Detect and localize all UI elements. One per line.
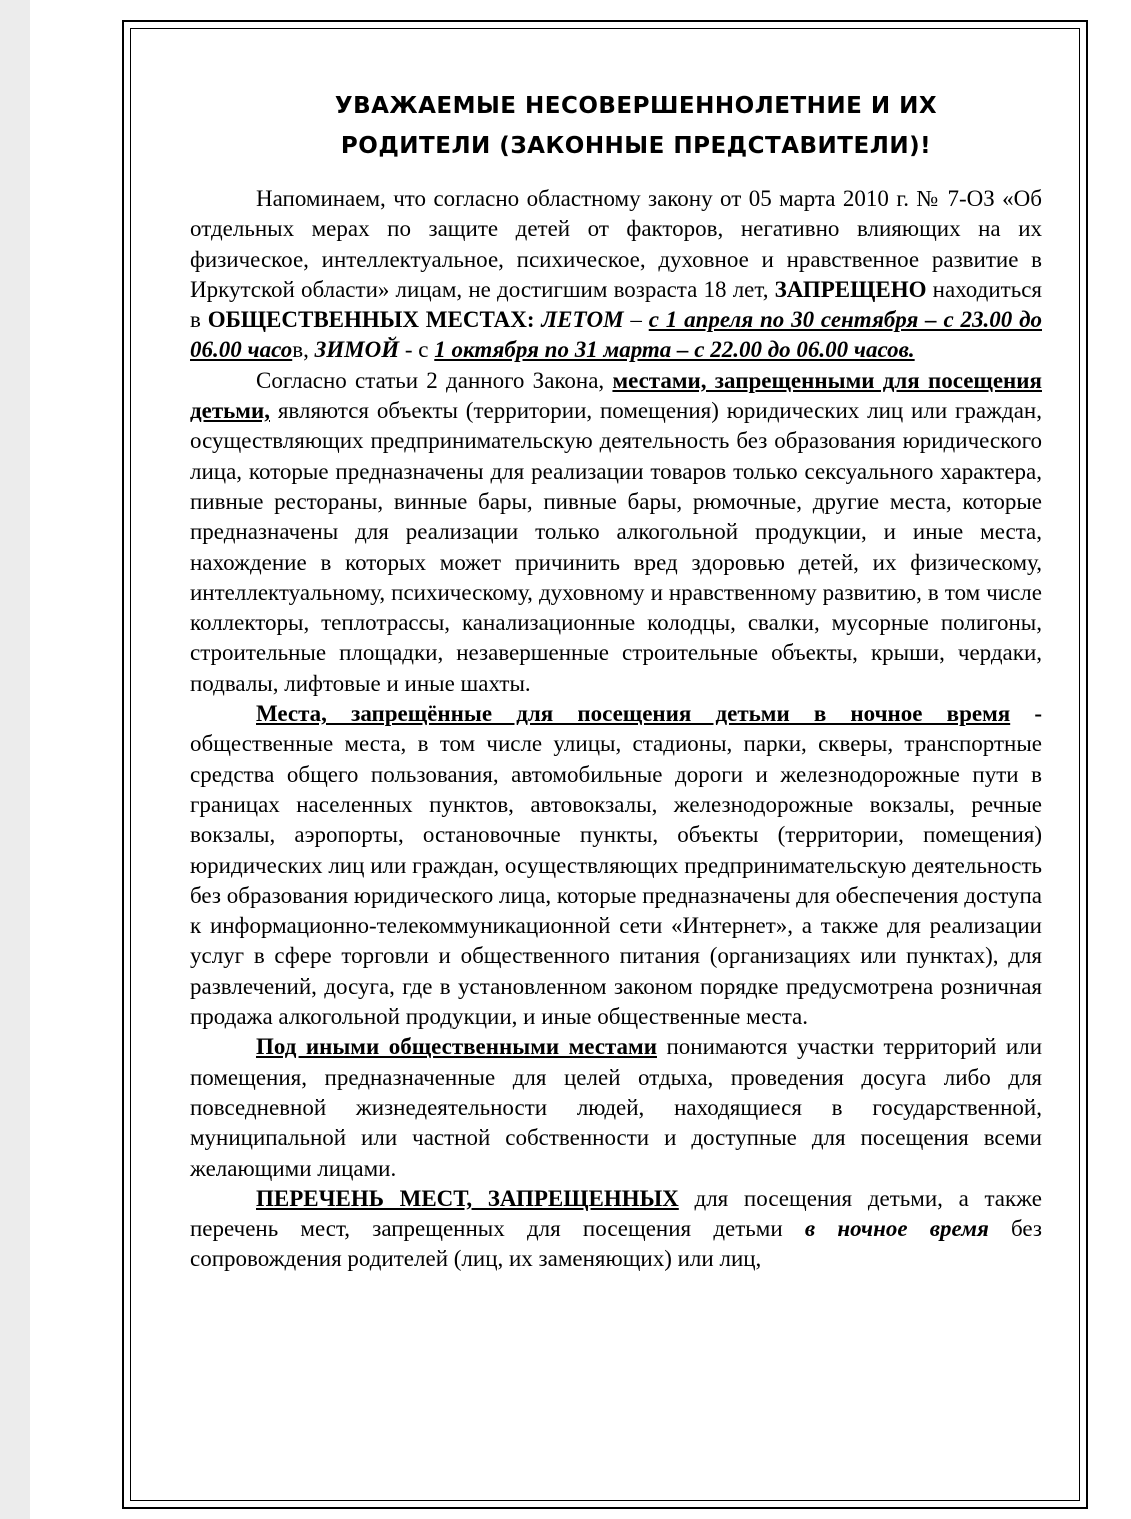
text: без сопровождения родителей (лиц, их заменяющих) или лиц, [190,1216,1042,1272]
viewer-left-gutter [0,0,30,1519]
document-content [190,86,1042,1275]
bold-italic-text: в ночное время [804,1216,989,1242]
paragraph-night-forbidden-places [190,699,1042,1032]
winter-label: ЗИМОЙ [314,337,400,363]
text: Согласно статьи 2 данного Закона, [256,367,613,393]
text: - с [399,337,435,363]
bold-text: - [1010,701,1042,727]
text: Напоминаем, что согласно областному закону от 05 марта 2010 г. № 7-ОЗ «Об отдельных мерах по защите детей от факторов, негативно влияющих на их физическое, интеллектуальное, психическое, духовное и нравственное развитие в Иркутской области» лицам, не достигшим возраста 18 лет, [190,186,1042,302]
text: понимаются участки территорий или помещения, предназначенные для целей отдыха, проведения досуга либо для повседневной жизнедеятельности людей, находящиеся в государственной, муниципальной или частной собственности и доступные для посещения всеми желающими лицами. [190,1034,1042,1181]
bold-underlined-text: Места, запрещённые для посещения детьми в ночное время [256,701,1011,727]
paragraph-list-of-places [190,1184,1042,1275]
text: в, [292,337,315,363]
bold-underlined-text: Под иными общественными местами [256,1034,657,1060]
winter-period: 1 октября по 31 марта – с 22.00 до 06.00 часов. [434,337,915,363]
text: являются объекты (территории, помещения) юридических лиц или граждан, осуществляющих предпринимательскую деятельность без образования юридического лица, которые предназначены для реализации товаров только сексуального характера, пивные рестораны, винные бары, пивные бары, рюмочные, другие места, которые предназначены для реализации только алкогольной продукции, и иные места, нахождение в которых может причинить вред здоровью детей, их физическому, интеллектуальному, психическому, духовному и нравственному развитию, в том числе коллекторы, теплотрассы, канализационные колодцы, свалки, мусорные полигоны, строительные площадки, незавершенные строительные объекты, крыши, чердаки, подвалы, лифтовые и иные шахты. [190,398,1042,696]
text: – [623,307,649,333]
heading-line-1: УВАЖАЕМЫЕ НЕСОВЕРШЕННОЛЕТНИЕ И ИХ [334,93,938,119]
paragraph-forbidden-places [190,366,1042,699]
text: для посещения детьми, а также перечень мест, запрещенных для посещения детьми [190,1185,1042,1242]
paragraph-law-reminder [190,184,1042,366]
text: общественные места, в том числе улицы, стадионы, парки, скверы, транспортные средства общего пользования, автомобильные дороги и железнодорожные пути в границах населенных пунктов, автовокзалы, железнодорожные вокзалы, речные вокзалы, аэропорты, остановочные пункты, объекты (территории, помещения) юридических лиц или граждан, осуществляющих предпринимательскую деятельность без образования юридического лица, которые предназначены для обеспечения доступа к информационно-телекоммуникационной сети «Интернет», а также для реализации услуг в сфере торговли и общественного питания (организациях или пунктах), для развлечений, досуга, где в установленном законом порядке предусмотрена розничная продажа алкогольной продукции, и иные общественные места. [190,731,1042,1030]
bold-text: ОБЩЕСТВЕННЫХ МЕСТАХ: [207,307,542,333]
paragraph-other-public-places [190,1032,1042,1183]
bold-underlined-text: ПЕРЕЧЕНЬ МЕСТ, ЗАПРЕЩЕННЫХ [256,1185,679,1211]
text: находиться в [190,276,1042,333]
bold-text: ЗАПРЕЩЕНО [774,276,927,302]
document-heading [190,86,1042,166]
summer-label: ЛЕТОМ [541,307,624,333]
heading-line-2: РОДИТЕЛИ (ЗАКОННЫЕ ПРЕДСТАВИТЕЛИ)! [340,133,932,159]
bold-underlined-text: местами, запрещенными для посещения детьми, [190,367,1042,424]
summer-period: с 1 апреля по 30 сентября – с 23.00 до 06.00 часо [190,307,1042,363]
